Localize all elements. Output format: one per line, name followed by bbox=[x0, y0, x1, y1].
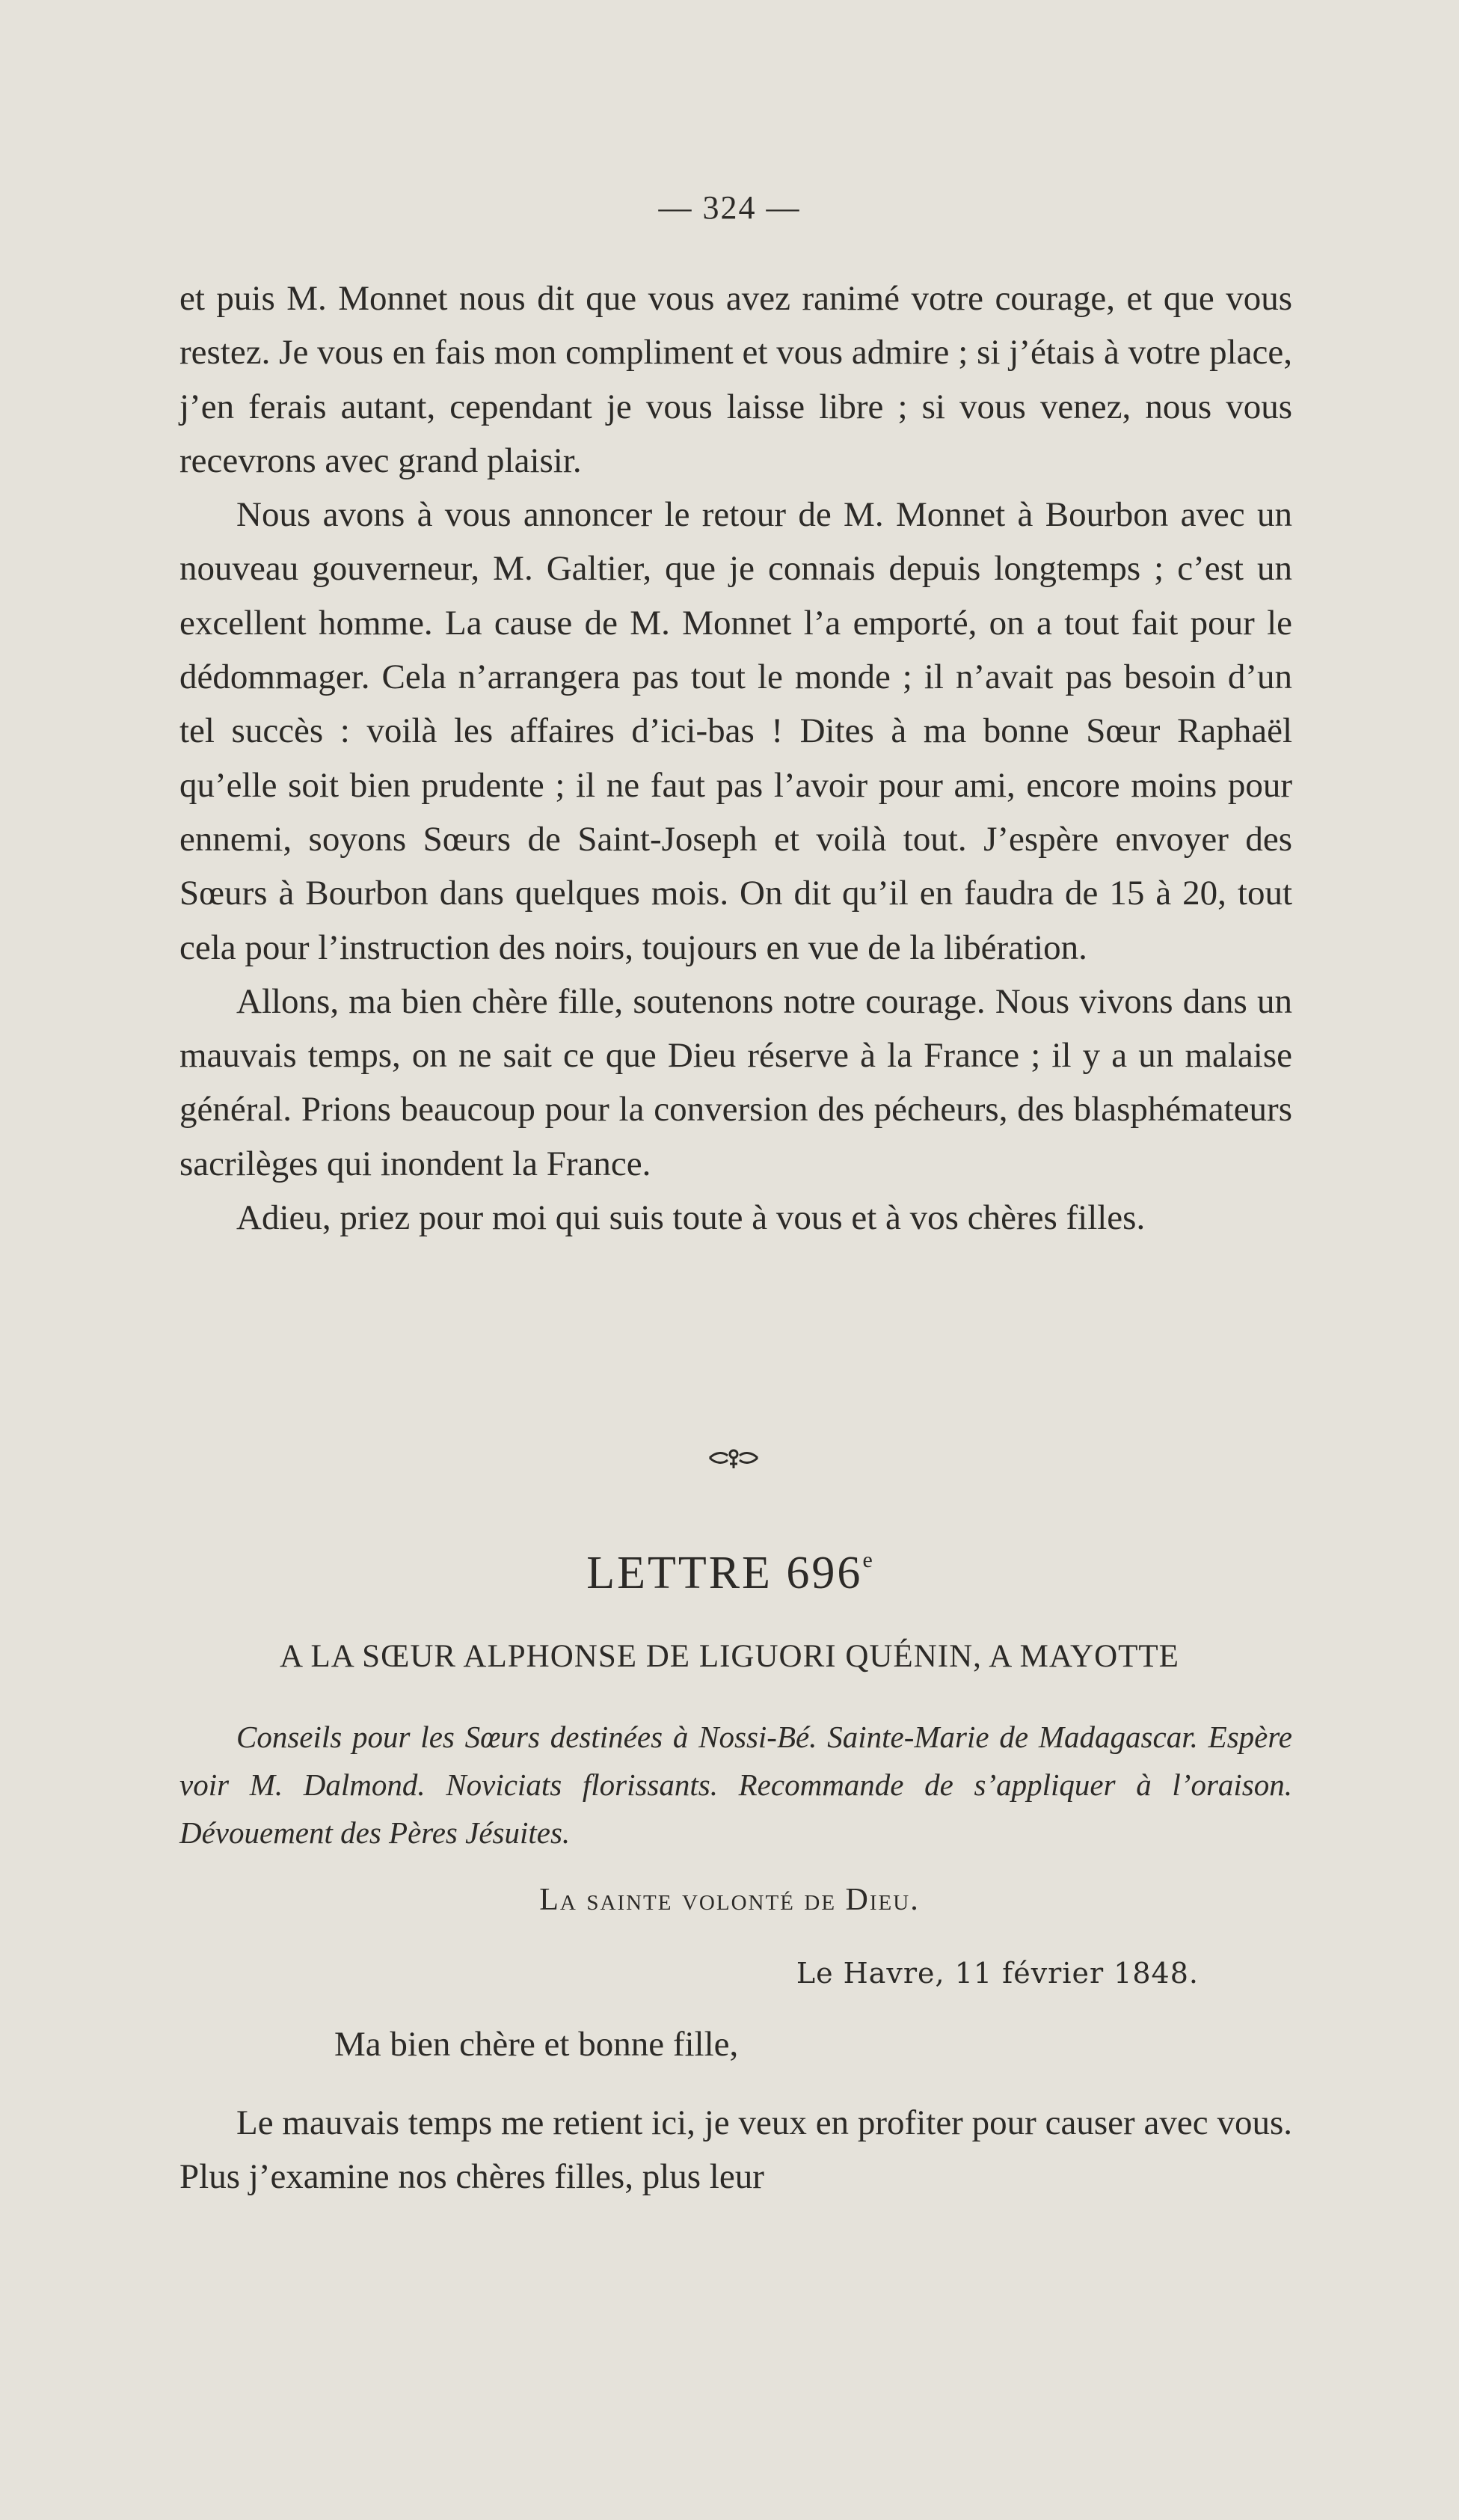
letter-number: LETTRE 696 bbox=[586, 1548, 863, 1598]
paragraph: Adieu, priez pour moi qui suis toute à vous et à vos chères filles. bbox=[236, 1198, 1146, 1238]
letter-title bbox=[0, 1547, 1459, 1600]
previous-letter-text bbox=[179, 272, 1292, 1245]
letter-addressee: A LA SŒUR ALPHONSE DE LIGUORI QUÉNIN, A MAYOTTE bbox=[280, 1639, 1179, 1674]
page-number: — 324 — bbox=[658, 189, 801, 226]
paragraph: et puis M. Monnet nous dit que vous avez ranimé votre courage, et que vous restez. Je vous en fais mon compliment et vous admire ; si j’étais à votre place, j’en ferais autant, cependant je vous laisse libre ; si vous venez, nous vous recevrons avec grand plaisir. bbox=[179, 279, 1292, 480]
paragraph: Nous avons à vous annoncer le retour de M. Monnet à Bourbon avec un nouveau gouverneur, M. Galtier, que je connais depuis longtemps ; c’est un excellent homme. La cause de M. Monnet l’a emporté, on a tout fait pour le dédommager. Cela n’arrangera pas tout le monde ; il n’avait pas besoin d’un tel succès : voilà les affaires d’ici-bas ! Dites à ma bonne Sœur Raphaël qu’elle soit bien prudente ; il ne faut pas l’avoir pour ami, encore moins pour ennemi, soyons Sœurs de Saint-Joseph et voilà tout. J’espère envoyer des Sœurs à Bourbon dans quelques mois. On dit qu’il en faudra de 15 à 20, tout cela pour l’instruction des noirs, toujours en vue de la libération. bbox=[179, 495, 1292, 967]
fleuron-ornament-icon bbox=[708, 1445, 759, 1471]
letter-body: Le mauvais temps me retient ici, je veux en profiter pour causer avec vous. Plus j’examine nos chères filles, plus leur bbox=[179, 2103, 1292, 2197]
letter-summary: Conseils pour les Sœurs destinées à Nossi-Bé. Sainte-Marie de Madagascar. Espère voir M. Dalmond. Noviciats florissants. Recommande de s’appliquer à l’oraison. Dévouement des Pères Jésuites. bbox=[179, 1720, 1292, 1850]
paragraph: Allons, ma bien chère fille, soutenons notre courage. Nous vivons dans un mauvais temps, on ne sait ce que Dieu réserve à la France ; il y a un malaise général. Prions beaucoup pour la conversion des pécheurs, des blasphémateurs sacrilèges qui inondent la France. bbox=[179, 981, 1292, 1183]
letter-number-suffix: e bbox=[862, 1548, 873, 1572]
letter-salutation: Ma bien chère et bonne fille, bbox=[334, 2025, 739, 2064]
letter-dateline: Le Havre, 11 février 1848. bbox=[796, 1957, 1199, 1990]
letter-motto: La sainte volonté de Dieu. bbox=[539, 1883, 920, 1917]
